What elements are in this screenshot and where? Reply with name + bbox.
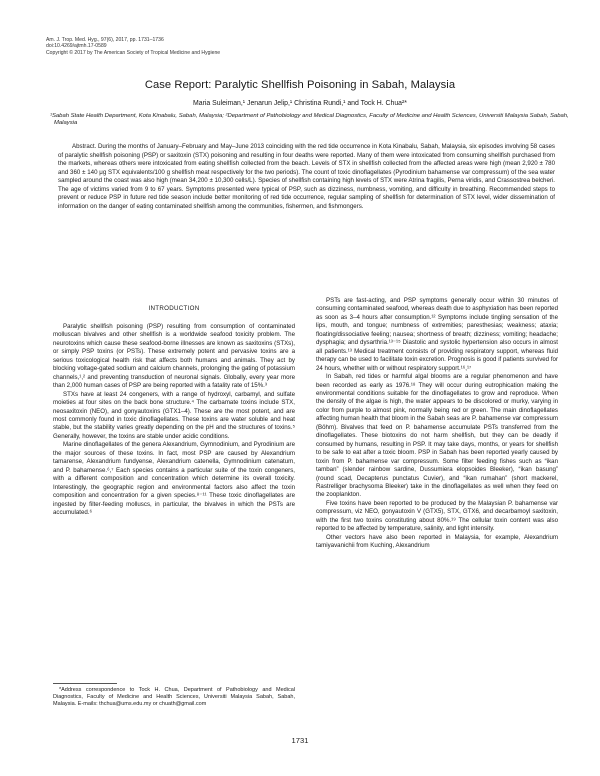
paragraph: Five toxins have been reported to be produced by the Malaysian P. bahamense var compressum, viz NEO, gonyautoxin V (GTX5), STX, GTX6, and decarbamoyl saxitoxin, with the first two toxins constituting about 80%.¹⁹ The cellular toxin content was also reported to be affected by temperature, salinity, and light intensity. (316, 499, 558, 533)
footnote-divider (53, 683, 117, 684)
section-heading-introduction: INTRODUCTION (148, 305, 200, 312)
journal-citation: Am. J. Trop. Med. Hyg., 97(6), 2017, pp. 1731–1736 (46, 37, 164, 43)
correspondence-footnote: *Address correspondence to Tock H. Chua, Department of Pathobiology and Medical Diagnostics, Faculty of Medicine and Health Sciences, Universiti Malaysia Sabah, Sabah, Malaysia. E-mails: thchua@ums.edu.my or chuath@gmail.com (53, 687, 295, 708)
abstract: Abstract. During the months of January–February and May–June 2013 coinciding with the red tide occurrence in Kota Kinabalu, Sabah, Malaysia, six episodes involving 58 cases of paralytic shellfish poisoning (PSP) or saxitoxin (STX) poisoning and resulting in four deaths were reported. Many of them were intoxicated from consuming shellfish purchased from the markets, whereas others were intoxicated from eating shellfish collected from the beach. Levels of STX in shellfish collected from the affected areas were high (mean 2,920 ± 780 and 360 ± 140 μg STX equivalents/100 g shellfish meat respectively for the two periods). The count of toxic dinoflagellates (Pyrodinium bahamense var compressum) of the sea water sampled around the coast was also high (mean 34,200 ± 10,300 cells/L). Species of shellfish containing high levels of STX were Atrina fragilis, Perna viridis, and Crassostrea belcheri. The age of victims varied from 9 to 67 years. Symptoms presented were typical of PSP, such as dizziness, numbness, vomiting, and difficulty in breathing. Recommended steps to prevent or reduce PSP in future red tide season include better monitoring of red tide occurrence, regular sampling of shellfish for determination of STX level, wider dissemination of information on the danger of eating contaminated shellfish among the communities, fishermen, and fishmongers. (58, 143, 555, 210)
right-column (316, 297, 558, 551)
paragraph: STXs have at least 24 congeners, with a range of hydroxyl, carbamyl, and sulfate moieties at four sites on the back bone structure.⁴ The carbamate toxins include STX, neosaxitoxin (NEO), and gonyautoxins (GTX1–4). These are the most potent, and are most commonly found in toxic dinoflagellates. These toxins are water soluble and heat stable, but the stability varies greatly depending on the pH and the structures of toxins.⁵ Generally, however, the toxins are stable under acidic conditions. (53, 390, 295, 440)
paragraph: Other vectors have also been reported in Malaysia, for example, Alexandrium tamiyavanichii from Kuching, Alexandrium (316, 533, 558, 550)
author-affiliations: ¹Sabah State Health Department, Kota Kinabalu, Sabah, Malaysia; ²Department of Pathobiology and Medical Diagnostics, Faculty of Medicine and Health Sciences, Universiti Malaysia Sabah, Sabah, Malaysia (50, 113, 569, 127)
paragraph: PSTs are fast-acting, and PSP symptoms generally occur within 30 minutes of consuming contaminated seafood, whereas death due to asphyxiation has been reported as soon as 3–4 hours after consumption.¹² Symptoms include tingling sensation of the lips, mouth, and tongue; numbness of extremities; paresthesias; weakness; ataxia; floating/dissociative feeling; nausea; shortness of breath; dizziness; vomiting; headache; dysphagia; and dysarthria.¹³⁻¹⁵ Diastolic and systolic hypertension also occurs in almost all patients.¹³ Medical treatment consists of providing respiratory support, whereas fluid therapy can be used to facilitate toxin excretion. Prognosis is good if patients survived for 24 hours, whether with or without respiratory support.¹⁶,¹⁷ (316, 297, 558, 372)
paragraph: Paralytic shellfish poisoning (PSP) resulting from consumption of contaminated molluscan bivalves and other shellfish is a worldwide seafood toxicity problem. The neurotoxins which cause these seafood-borne illnesses are known as saxitoxins (STXs), or simply PSP toxins (or PSTs). These extremely potent and pervasive toxins are a serious toxicological health risk that affects both humans and animals. They act by blocking voltage-gated sodium and calcium channels, prolonging the gating of potassium channels,¹,² and preventing transduction of neuronal signals. Globally, every year more than 2,000 human cases of PSP are being reported with a fatality rate of 15%.³ (53, 323, 295, 390)
article-title: Case Report: Paralytic Shellfish Poisoning in Sabah, Malaysia (144, 79, 456, 91)
journal-copyright: Copyright © 2017 by The American Society of Tropical Medicine and Hygiene (46, 49, 221, 56)
author-list: Maria Suleiman,¹ Jenarun Jelip,¹ Christina Rundi,¹ and Tock H. Chua²* (193, 100, 407, 107)
paragraph: Marine dinoflagellates of the genera Alexandrium, Gymnodinium, and Pyrodinium are the major sources of these toxins. In fact, most PSP are caused by Alexandrium tamarense, Alexandrium fundyense, Alexandrium catenella, Gymnodinium catenatum, and P. bahamense.⁶,⁷ Each species contains a particular suite of the toxin congeners, with a different composition and concentration which determine its overall toxicity. Interestingly, the geographic region and environmental factors also affect the toxin composition and concentration for a given species.⁸⁻¹¹ These toxic dinoflagellates are ingested by filter-feeding molluscs, in particular, the bivalves in which the PSTs are accumulated.⁶ (53, 441, 295, 516)
journal-header (46, 37, 220, 56)
journal-doi: doi:10.4269/ajtmh.17-0589 (46, 43, 107, 50)
paragraph: In Sabah, red tides or harmful algal blooms are a regular phenomenon and have been recorded as early as 1976.¹⁸ They will occur during eutrophication making the environmental conditions suitable for the dinoflagellates to grow and reproduce. When the density of the algae is high, the water appears to be discolored or murky, varying in color from purple to almost pink, normally being red or green. The main dinoflagellates affecting human health that bloom in the Sabah seas are P. bahamense var compressum (Böhm). Bivalves that feed on P. bahamense accumulate PSTs transferred from the dinoflagellates. These biotoxins do not harm shellfish, but they can be deadly if consumed by humans, resulting in PSP. It may take days, months, or years for shellfish to be safe to eat after a toxic bloom. PSP in Sabah has been reported yearly caused by toxin from P. bahamense var compressum. Some filter feeding fishes such as “ikan tamban” (slender rainbow sardine, Dussumiera elopsoides Bleeker), “ikan basung” (round scad, Decapterus punctatus Cuvier), and “ikan rumahan” (short mackerel, Rastrelliger brachysoma Bleeker) take in the dinoflagellates as well when they feed on the zooplankton. (316, 373, 558, 499)
page-number: 1731 (291, 736, 309, 745)
left-column (53, 323, 295, 517)
